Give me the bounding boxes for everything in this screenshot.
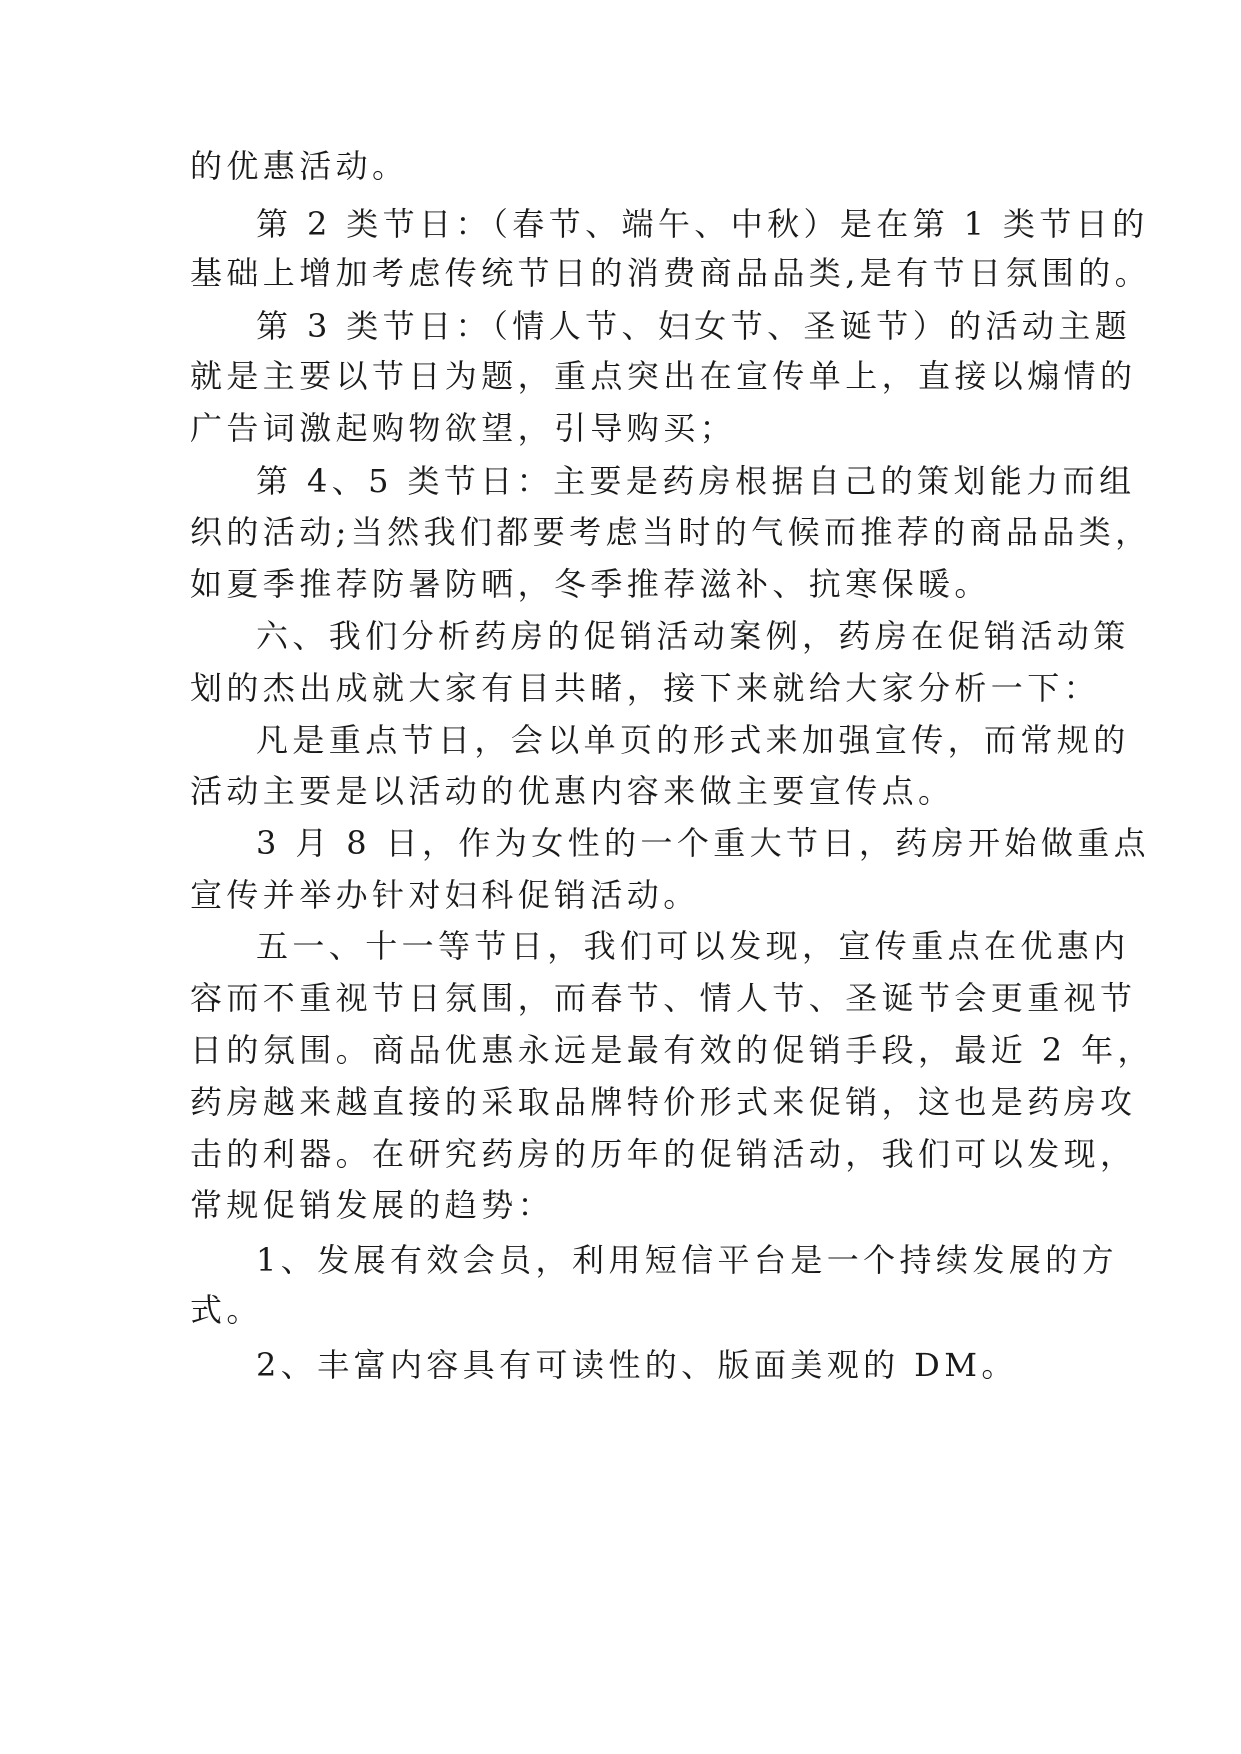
- text-line: 常规促销发展的趋势：: [190, 1186, 555, 1224]
- text-line: 式。: [190, 1291, 263, 1329]
- text-line: 的优惠活动。: [190, 147, 409, 185]
- text-line: 如夏季推荐防暑防晒，冬季推荐滋补、抗寒保暖。: [190, 565, 991, 603]
- text-line: 日的氛围。商品优惠永远是最有效的促销手段，最近 2 年，: [190, 1031, 1154, 1069]
- text-line: 容而不重视节日氛围，而春节、情人节、圣诞节会更重视节: [190, 979, 1137, 1017]
- text-line: 宣传并举办针对妇科促销活动。: [190, 876, 700, 914]
- paragraph-first-line: 第 2 类节日：（春节、端午、中秋）是在第 1 类节日的: [256, 205, 1149, 243]
- text-line: 活动主要是以活动的优惠内容来做主要宣传点。: [190, 772, 955, 810]
- text-line: 就是主要以节日为题，重点突出在宣传单上，直接以煽情的: [190, 357, 1137, 395]
- paragraph-first-line: 1、发展有效会员，利用短信平台是一个持续发展的方: [256, 1241, 1118, 1279]
- paragraph-first-line: 六、我们分析药房的促销活动案例，药房在促销活动策: [256, 617, 1130, 655]
- paragraph-first-line: 五一、十一等节日，我们可以发现，宣传重点在优惠内: [256, 927, 1130, 965]
- text-line: 划的杰出成就大家有目共睹，接下来就给大家分析一下：: [190, 669, 1101, 707]
- text-line: 基础上增加考虑传统节日的消费商品品类,是有节日氛围的。: [190, 254, 1151, 292]
- text-line: 广告词激起购物欲望，引导购买；: [190, 409, 737, 447]
- text-line: 击的利器。在研究药房的历年的促销活动，我们可以发现，: [190, 1135, 1137, 1173]
- text-line: 药房越来越直接的采取品牌特价形式来促销，这也是药房攻: [190, 1083, 1137, 1121]
- text-line: 织的活动;当然我们都要考虑当时的气候而推荐的商品品类，: [190, 513, 1152, 551]
- paragraph-first-line: 2、丰富内容具有可读性的、版面美观的 DM。: [256, 1346, 1018, 1384]
- paragraph-first-line: 第 3 类节日：（情人节、妇女节、圣诞节）的活动主题: [256, 307, 1132, 345]
- paragraph-first-line: 3 月 8 日，作为女性的一个重大节日，药房开始做重点: [256, 824, 1151, 862]
- paragraph-first-line: 凡是重点节日，会以单页的形式来加强宣传，而常规的: [256, 721, 1130, 759]
- paragraph-first-line: 第 4、5 类节日：主要是药房根据自己的策划能力而组: [256, 462, 1136, 500]
